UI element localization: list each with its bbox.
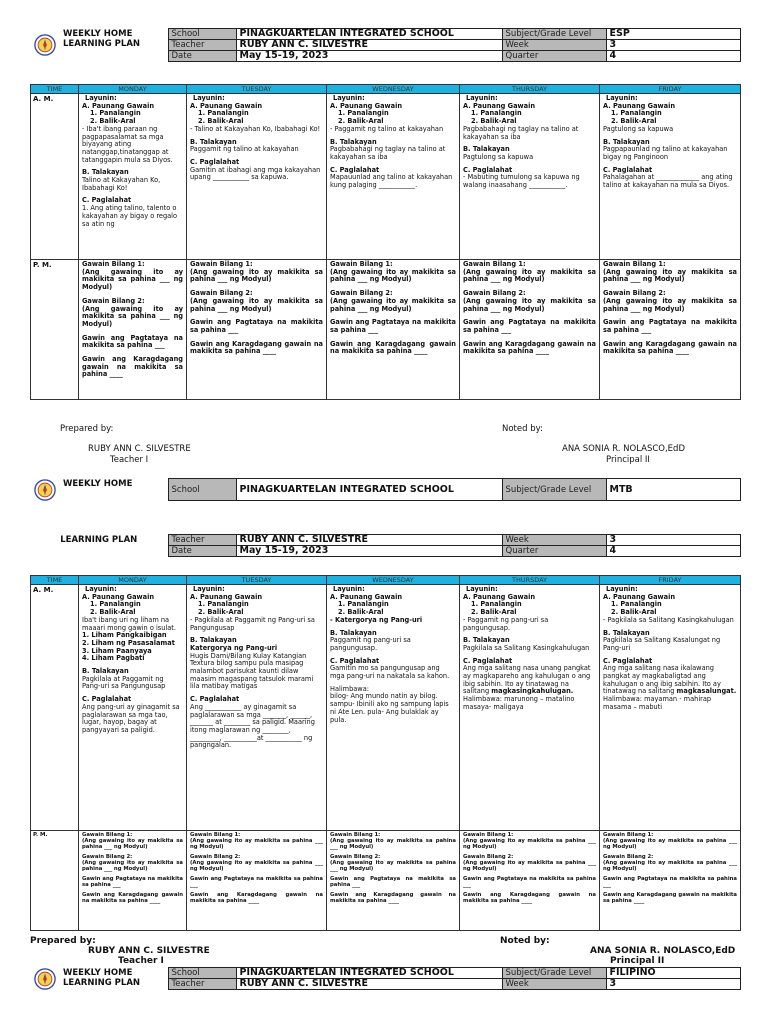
lesson-text: - Katergorya ng Pang-uri <box>330 615 423 624</box>
pagtataya: Gawin ang Pagtataya na makikita sa pahina ___ <box>82 333 183 350</box>
lesson-text: Hugis Dami/Bilang Kulay Katangian Textura bilog sampu pula masipag malambot parisukat kaunti dilaw maasim magaspang tatsulok marami lila matibay matigas <box>190 651 314 691</box>
gawain-2-note: (Ang gawaing ito ay makikita sa pahina ___ ng Modyul) <box>82 304 183 328</box>
layunin-label: Layunin: <box>85 585 117 593</box>
lesson-text: bilog- Ang mundo natin ay bilog. sampu- Ibinili ako ng sampung lapis ni Ate Len. pula- Ang bulaklak ay pula. <box>330 692 449 724</box>
talakayan: B. Talakayan <box>190 636 237 645</box>
panalangin: 1. Panalangin <box>471 600 522 609</box>
lesson-text: Pagbabahagi ng taglay na talino at kakayahan sa iba <box>463 124 579 141</box>
gawain-1-note: (Ang gawaing ito ay makikita sa pahina ___ ng Modyul) <box>330 267 456 284</box>
gawain-2-note: (Ang gawaing ito ay makikita sa pahina ___ ng Modyul) <box>190 860 323 872</box>
esp-tuesday-pm <box>187 260 327 400</box>
panalangin: 1. Panalangin <box>338 109 389 118</box>
lesson-text: Halimbawa: marunong – matalino masaya- maligaya <box>463 695 575 711</box>
lesson-text: Pagkilala at Paggamit ng Pang-uri sa Pangungusap <box>82 674 166 691</box>
gawain-1-note: (Ang gawaing ito ay makikita sa pahina ___ ng Modyul) <box>190 838 323 850</box>
gawain-2: Gawain Bilang 2: <box>190 854 241 860</box>
panalangin: 1. Panalangin <box>611 109 662 118</box>
talakayan: B. Talakayan <box>463 145 510 154</box>
deped-seal <box>30 29 60 62</box>
lesson-text: - Paggamit ng pang-uri sa pangungusap. <box>463 615 549 632</box>
mtb-wednesday-pm <box>327 831 460 931</box>
gawain-2: Gawain Bilang 2: <box>82 296 145 305</box>
week-value: 3 <box>606 535 740 546</box>
talakayan: B. Talakayan <box>190 137 237 146</box>
subject-value: FILIPINO <box>606 968 740 979</box>
day-header: MONDAY <box>79 576 187 585</box>
layunin-label: Layunin: <box>193 585 225 593</box>
balik-aral: 2. Balik-Aral <box>338 608 384 617</box>
gawain-1: Gawain Bilang 1: <box>463 832 514 838</box>
teacher-label: Teacher <box>168 535 236 546</box>
mtb-plan-table <box>30 575 741 931</box>
karagdagang-gawain: Gawin ang Karagdagang gawain na makikita sa pahina ____ <box>603 339 737 356</box>
lesson-text: Gamitin mo sa pangungusap ang mga pang-uri na nakatala sa kahon. <box>330 664 450 681</box>
filipino-header-table <box>30 967 741 990</box>
prepared-by-label: Prepared by: <box>30 936 96 946</box>
lesson-text: Pagtulong sa kapuwa <box>463 152 534 161</box>
date-value: May 15-19, 2023 <box>236 51 502 62</box>
am-row <box>31 585 741 831</box>
pm-row <box>31 831 741 931</box>
balik-aral: 2. Balik-Aral <box>611 117 657 126</box>
teacher-value: RUBY ANN C. SILVESTRE <box>236 40 502 51</box>
paglalahat: C. Paglalahat <box>190 695 240 704</box>
balik-aral: 2. Balik-Aral <box>90 608 136 617</box>
paglalahat: C. Paglalahat <box>463 165 513 174</box>
gawain-1: Gawain Bilang 1: <box>190 260 253 268</box>
pagtataya: Gawin ang Pagtataya na makikita sa pahina ___ <box>463 876 596 888</box>
lesson-keyword: magkasalungat. <box>676 687 737 696</box>
talakayan: B. Talakayan <box>603 628 650 637</box>
gawain-1: Gawain Bilang 1: <box>330 832 381 838</box>
lesson-text: Paggamit ng talino at kakayahan <box>190 145 299 154</box>
pagtataya: Gawin ang Pagtataya na makikita sa pahina ___ <box>82 876 183 888</box>
panalangin: 1. Panalangin <box>90 109 141 118</box>
day-header: FRIDAY <box>600 576 741 585</box>
gawain-1: Gawain Bilang 1: <box>82 260 145 268</box>
layunin-label: Layunin: <box>466 94 498 102</box>
quarter-label: Quarter <box>502 51 606 62</box>
balik-aral: 2. Balik-Aral <box>198 117 244 126</box>
gawain-1-note: (Ang gawaing ito ay makikita sa pahina ___ ng Modyul) <box>603 267 737 284</box>
lesson-text: Iba't ibang uri ng liham na maaari mong gawin o isulat. <box>82 615 176 632</box>
day-header-row <box>31 85 741 94</box>
panalangin: 1. Panalangin <box>338 600 389 609</box>
preparer-name: RUBY ANN C. SILVESTRE <box>88 444 191 454</box>
gawain-2: Gawain Bilang 2: <box>463 854 514 860</box>
gawain-1: Gawain Bilang 1: <box>603 260 666 268</box>
quarter-label: Quarter <box>502 546 606 557</box>
lesson-text: - Pagkilala at Paggamit ng Pang-uri sa Pangungusap <box>190 615 315 632</box>
week-label: Week <box>502 535 606 546</box>
day-header: TIME <box>31 576 79 585</box>
subject-value: MTB <box>606 479 740 501</box>
gawain-2-note: (Ang gawaing ito ay makikita sa pahina ___ ng Modyul) <box>330 296 456 313</box>
karagdagang-gawain: Gawin ang Karagdagang gawain na makikita sa pahina ____ <box>82 892 183 904</box>
time-pm: P. M. <box>31 260 79 400</box>
paglalahat: C. Paglalahat <box>463 656 513 665</box>
panalangin: 1. Panalangin <box>611 600 662 609</box>
karagdagang-gawain: Gawin ang Karagdagang gawain na makikita sa pahina ____ <box>330 339 456 356</box>
plan-title: WEEKLY HOME LEARNING PLAN <box>63 967 141 988</box>
school-label: School <box>168 29 236 40</box>
gawain-2-note: (Ang gawaing ito ay makikita sa pahina ___ ng Modyul) <box>330 860 456 872</box>
layunin-label: Layunin: <box>333 585 365 593</box>
esp-tuesday-am <box>187 94 327 260</box>
lesson-text: Pagpapaunlad ng talino at kakayahan bigay ng Panginoon <box>603 145 728 161</box>
mtb-header-bottom <box>30 534 741 557</box>
day-header: WEDNESDAY <box>327 576 460 585</box>
gawain-1-note: (Ang gawaing ito ay makikita sa pahina ___ ng Modyul) <box>82 267 183 292</box>
date-label: Date <box>168 546 236 557</box>
paunang-gawain: A. Paunang Gawain <box>463 101 536 110</box>
lesson-subhead: Katergorya ng Pang-uri <box>190 643 278 652</box>
lesson-text: Paggamit ng pang-uri sa pangungusap. <box>330 636 411 652</box>
preparer-title: Teacher I <box>110 455 149 465</box>
balik-aral: 2. Balik-Aral <box>338 117 384 126</box>
karagdagang-gawain: Gawin ang Karagdagang gawain na makikita sa pahina ____ <box>190 339 323 356</box>
mtb-tuesday-am <box>187 585 327 831</box>
lesson-text: Ang mga salitang nasa unang pangkat ay magkapareho ang kahulugan o ang ibig sabihin. Ito ay tinatawag na salitang <box>463 664 591 696</box>
karagdagang-gawain: Gawin ang Karagdagang gawain na makikita sa pahina ____ <box>330 892 456 904</box>
day-header: TIME <box>31 85 79 94</box>
day-header: TUESDAY <box>187 576 327 585</box>
gawain-2-note: (Ang gawaing ito ay makikita sa pahina ___ ng Modyul) <box>190 296 323 313</box>
liham-item: 3. Liham Paanyaya <box>82 646 152 655</box>
lesson-text: Ang ___________ ay ginagamit sa paglalarawan sa mga _______, ______, _______ at ________ sa paligid. Maaring itong maglarawan ng ________, _________, __________at ___________ ng pangngalan. <box>190 702 315 750</box>
mtb-wednesday-am <box>327 585 460 831</box>
subject-label: Subject/Grade Level <box>502 29 606 40</box>
paglalahat: C. Paglalahat <box>330 656 380 665</box>
liham-item: 1. Liham Pangkaibigan <box>82 631 167 640</box>
paglalahat: C. Paglalahat <box>82 196 132 205</box>
day-header: MONDAY <box>79 85 187 94</box>
paunang-gawain: A. Paunang Gawain <box>82 592 155 601</box>
paunang-gawain: A. Paunang Gawain <box>330 592 403 601</box>
week-label: Week <box>502 40 606 51</box>
esp-thursday-pm <box>460 260 600 400</box>
karagdagang-gawain: Gawin ang Karagdagang gawain na makikita sa pahina ____ <box>463 892 596 904</box>
plan-title-continued: LEARNING PLAN <box>60 534 138 545</box>
teacher-value: RUBY ANN C. SILVESTRE <box>236 979 502 990</box>
talakayan: B. Talakayan <box>82 168 129 177</box>
esp-header-table <box>30 28 741 62</box>
teacher-value: RUBY ANN C. SILVESTRE <box>236 535 502 546</box>
lesson-text: Talino at Kakayahan Ko, Ibabahagi Ko! <box>82 176 161 192</box>
paunang-gawain: A. Paunang Gawain <box>190 592 263 601</box>
pagtataya: Gawin ang Pagtataya na makikita sa pahina ___ <box>603 318 737 334</box>
pm-row <box>31 260 741 400</box>
gawain-2-note: (Ang gawaing ito ay makikita sa pahina ___ ng Modyul) <box>82 860 183 872</box>
gawain-2: Gawain Bilang 2: <box>330 854 381 860</box>
esp-monday-am <box>79 94 187 260</box>
talakayan: B. Talakayan <box>463 636 510 645</box>
pagtataya: Gawin ang Pagtataya na makikita sa pahina ___ <box>330 876 456 888</box>
paglalahat: C. Paglalahat <box>330 165 380 174</box>
deped-seal <box>30 479 60 501</box>
lesson-text: Ang mga salitang nasa ikalawang pangkat ay magkabaligtad ang kahulugan o ang ibig sabihin. Ito ay tinatawag na salitang <box>603 664 721 696</box>
day-header: TUESDAY <box>187 85 327 94</box>
quarter-value: 4 <box>606 51 740 62</box>
liham-item: 4. Liham Pagbati <box>82 654 145 663</box>
school-label: School <box>168 479 236 501</box>
mtb-header-top <box>30 478 741 501</box>
layunin-label: Layunin: <box>333 94 365 102</box>
time-am: A. M. <box>31 94 79 260</box>
gawain-1-note: (Ang gawaing ito ay makikita sa pahina ___ ng Modyul) <box>82 838 183 850</box>
karagdagang-gawain: Gawin ang Karagdagang gawain na makikita sa pahina ____ <box>82 355 183 379</box>
plan-title: WEEKLY HOME LEARNING PLAN <box>63 28 141 49</box>
time-pm: P. M. <box>31 831 79 931</box>
balik-aral: 2. Balik-Aral <box>198 608 244 617</box>
lesson-text: - Iba't ibang paraan ng pagpapasalamat sa mga biyayang ating natanggap,tinatanggap at tatanggapin mula sa Diyos. <box>82 124 173 164</box>
paunang-gawain: A. Paunang Gawain <box>603 592 676 601</box>
esp-thursday-am <box>460 94 600 260</box>
karagdagang-gawain: Gawin ang Karagdagang gawain na makikita sa pahina ____ <box>603 892 737 904</box>
liham-item: 2. Liham ng Pasasalamat <box>82 638 175 647</box>
plan-title: WEEKLY HOME <box>63 478 133 489</box>
gawain-1-note: (Ang gawaing ito ay makikita sa pahina ___ ng Modyul) <box>330 838 456 850</box>
lesson-text: - Mabuting tumulong sa kapuwa ng walang inaasahang ___________. <box>463 173 580 190</box>
pagtataya: Gawin ang Pagtataya na makikita sa pahina ___ <box>463 318 596 334</box>
balik-aral: 2. Balik-Aral <box>471 608 517 617</box>
lesson-text: Pagbabahagi ng taglay na talino at kakayahan sa iba <box>330 145 446 161</box>
gawain-1-note: (Ang gawaing ito ay makikita sa pahina ___ ng Modyul) <box>603 838 737 850</box>
noter-name: ANA SONIA R. NOLASCO,EdD <box>590 946 736 956</box>
lesson-text: Halimbawa: mayaman - mahirap masama – mabuti <box>603 695 712 711</box>
gawain-2: Gawain Bilang 2: <box>603 289 666 298</box>
lesson-text: - Paggamit ng talino at kakayahan <box>330 124 444 133</box>
lesson-text: Pagkilala sa Salitang Kasingkahulugan <box>463 643 590 652</box>
esp-wednesday-pm <box>327 260 460 400</box>
lesson-text: Gamitin at ibahagi ang mga kakayahan upang ___________ sa kapuwa. <box>190 165 321 182</box>
lesson-text: Mapauunlad ang talino at kakayahan kung palaging ___________. <box>330 173 453 190</box>
preparer-name: RUBY ANN C. SILVESTRE <box>88 946 210 956</box>
lesson-text: Pagtulong sa kapuwa <box>603 124 674 133</box>
gawain-2: Gawain Bilang 2: <box>190 289 253 298</box>
date-label: Date <box>168 51 236 62</box>
panalangin: 1. Panalangin <box>471 109 522 118</box>
am-row <box>31 94 741 260</box>
paglalahat: C. Paglalahat <box>82 695 132 704</box>
talakayan: B. Talakayan <box>330 628 377 637</box>
mtb-tuesday-pm <box>187 831 327 931</box>
pagtataya: Gawin ang Pagtataya na makikita sa pahina ___ <box>190 318 323 334</box>
lesson-text: - Talino at Kakayahan Ko, Ibabahagi Ko! <box>190 124 321 133</box>
esp-monday-pm <box>79 260 187 400</box>
paunang-gawain: A. Paunang Gawain <box>82 101 155 110</box>
gawain-2-note: (Ang gawaing ito ay makikita sa pahina ___ ng Modyul) <box>463 860 596 872</box>
school-label: School <box>168 968 236 979</box>
panalangin: 1. Panalangin <box>90 600 141 609</box>
school-value: PINAGKUARTELAN INTEGRATED SCHOOL <box>236 968 502 979</box>
school-value: PINAGKUARTELAN INTEGRATED SCHOOL <box>236 479 502 501</box>
layunin-label: Layunin: <box>606 585 638 593</box>
esp-wednesday-am <box>327 94 460 260</box>
gawain-1-note: (Ang gawaing ito ay makikita sa pahina ___ ng Modyul) <box>463 838 596 850</box>
teacher-label: Teacher <box>168 979 236 990</box>
lesson-text: - Pagkilala sa Salitang Kasingkahulugan <box>603 615 734 624</box>
gawain-2-note: (Ang gawaing ito ay makikita sa pahina ___ ng Modyul) <box>463 296 596 313</box>
balik-aral: 2. Balik-Aral <box>90 117 136 126</box>
lesson-text: Pahalagahan at _____________ ang ating talino at kakayahan na mula sa Diyos. <box>603 173 733 190</box>
gawain-2: Gawain Bilang 2: <box>330 289 393 298</box>
day-header-row <box>31 576 741 585</box>
time-am: A. M. <box>31 585 79 831</box>
layunin-label: Layunin: <box>85 94 117 102</box>
day-header: WEDNESDAY <box>327 85 460 94</box>
gawain-1-note: (Ang gawaing ito ay makikita sa pahina ___ ng Modyul) <box>190 267 323 284</box>
esp-plan-table <box>30 84 741 400</box>
noted-by-label: Noted by: <box>500 936 550 946</box>
layunin-label: Layunin: <box>466 585 498 593</box>
gawain-1: Gawain Bilang 1: <box>82 832 133 838</box>
quarter-value: 4 <box>606 546 740 557</box>
week-label: Week <box>502 979 606 990</box>
karagdagang-gawain: Gawin ang Karagdagang gawain na makikita sa pahina ____ <box>190 892 323 904</box>
esp-friday-pm <box>600 260 741 400</box>
lesson-text: Pagkilala sa Salitang Kasalungat ng Pang-uri <box>603 636 721 652</box>
deped-seal <box>30 968 60 990</box>
gawain-1: Gawain Bilang 1: <box>190 832 241 838</box>
lesson-text: Halimbawa: <box>330 684 369 693</box>
mtb-thursday-pm <box>460 831 600 931</box>
week-value: 3 <box>606 40 740 51</box>
paunang-gawain: A. Paunang Gawain <box>463 592 536 601</box>
mtb-friday-am <box>600 585 741 831</box>
lesson-text: Ang pang-uri ay ginagamit sa paglalarawan sa mga tao, lugar, hayop, bagay at pangyayari sa paligid. <box>82 702 180 734</box>
deped-seal-icon <box>34 34 56 56</box>
gawain-1-note: (Ang gawaing ito ay makikita sa pahina ___ ng Modyul) <box>463 267 596 284</box>
mtb-monday-pm <box>79 831 187 931</box>
gawain-2: Gawain Bilang 2: <box>463 289 526 298</box>
layunin-label: Layunin: <box>606 94 638 102</box>
paglalahat: C. Paglalahat <box>603 165 653 174</box>
gawain-1: Gawain Bilang 1: <box>603 832 654 838</box>
preparer-title: Teacher I <box>118 956 164 966</box>
gawain-1: Gawain Bilang 1: <box>330 260 393 268</box>
prepared-by-label: Prepared by: <box>60 424 114 434</box>
day-header: THURSDAY <box>460 85 600 94</box>
subject-label: Subject/Grade Level <box>502 968 606 979</box>
mtb-friday-pm <box>600 831 741 931</box>
subject-value: ESP <box>606 29 740 40</box>
gawain-2: Gawain Bilang 2: <box>82 854 133 860</box>
karagdagang-gawain: Gawin ang Karagdagang gawain na makikita sa pahina ____ <box>463 339 596 356</box>
pagtataya: Gawin ang Pagtataya na makikita sa pahina ___ <box>190 876 323 888</box>
esp-friday-am <box>600 94 741 260</box>
pagtataya: Gawin ang Pagtataya na makikita sa pahina ___ <box>603 876 737 888</box>
mtb-thursday-am <box>460 585 600 831</box>
mtb-monday-am <box>79 585 187 831</box>
paunang-gawain: A. Paunang Gawain <box>603 101 676 110</box>
panalangin: 1. Panalangin <box>198 109 249 118</box>
paglalahat: C. Paglalahat <box>603 656 653 665</box>
talakayan: B. Talakayan <box>82 667 129 676</box>
date-value: May 15-19, 2023 <box>236 546 502 557</box>
paunang-gawain: A. Paunang Gawain <box>190 101 263 110</box>
gawain-2: Gawain Bilang 2: <box>603 854 654 860</box>
lesson-keyword: magkasingkahulugan. <box>491 687 574 696</box>
subject-label: Subject/Grade Level <box>502 479 606 501</box>
pagtataya: Gawin ang Pagtataya na makikita sa pahina ___ <box>330 318 456 334</box>
noted-by-label: Noted by: <box>502 424 543 434</box>
balik-aral: 2. Balik-Aral <box>611 608 657 617</box>
talakayan: B. Talakayan <box>330 137 377 146</box>
balik-aral: 2. Balik-Aral <box>471 117 517 126</box>
lesson-text: 1. Ang ating talino, talento o kakayahan ay bigay o regalo sa atin ng <box>82 204 178 228</box>
talakayan: B. Talakayan <box>603 137 650 146</box>
panalangin: 1. Panalangin <box>198 600 249 609</box>
noter-name: ANA SONIA R. NOLASCO,EdD <box>562 444 685 454</box>
day-header: THURSDAY <box>460 576 600 585</box>
deped-seal-icon <box>34 479 56 501</box>
gawain-2-note: (Ang gawaing ito ay makikita sa pahina ___ ng Modyul) <box>603 296 737 313</box>
gawain-1: Gawain Bilang 1: <box>463 260 526 268</box>
teacher-label: Teacher <box>168 40 236 51</box>
paunang-gawain: A. Paunang Gawain <box>330 101 403 110</box>
day-header: FRIDAY <box>600 85 741 94</box>
week-value: 3 <box>606 979 740 990</box>
school-value: PINAGKUARTELAN INTEGRATED SCHOOL <box>236 29 502 40</box>
gawain-2-note: (Ang gawaing ito ay makikita sa pahina ___ ng Modyul) <box>603 860 737 872</box>
deped-seal-icon <box>34 968 56 990</box>
noter-title: Principal II <box>610 956 665 966</box>
noter-title: Principal II <box>606 455 650 465</box>
layunin-label: Layunin: <box>193 94 225 102</box>
paglalahat: C. Paglalahat <box>190 157 240 166</box>
